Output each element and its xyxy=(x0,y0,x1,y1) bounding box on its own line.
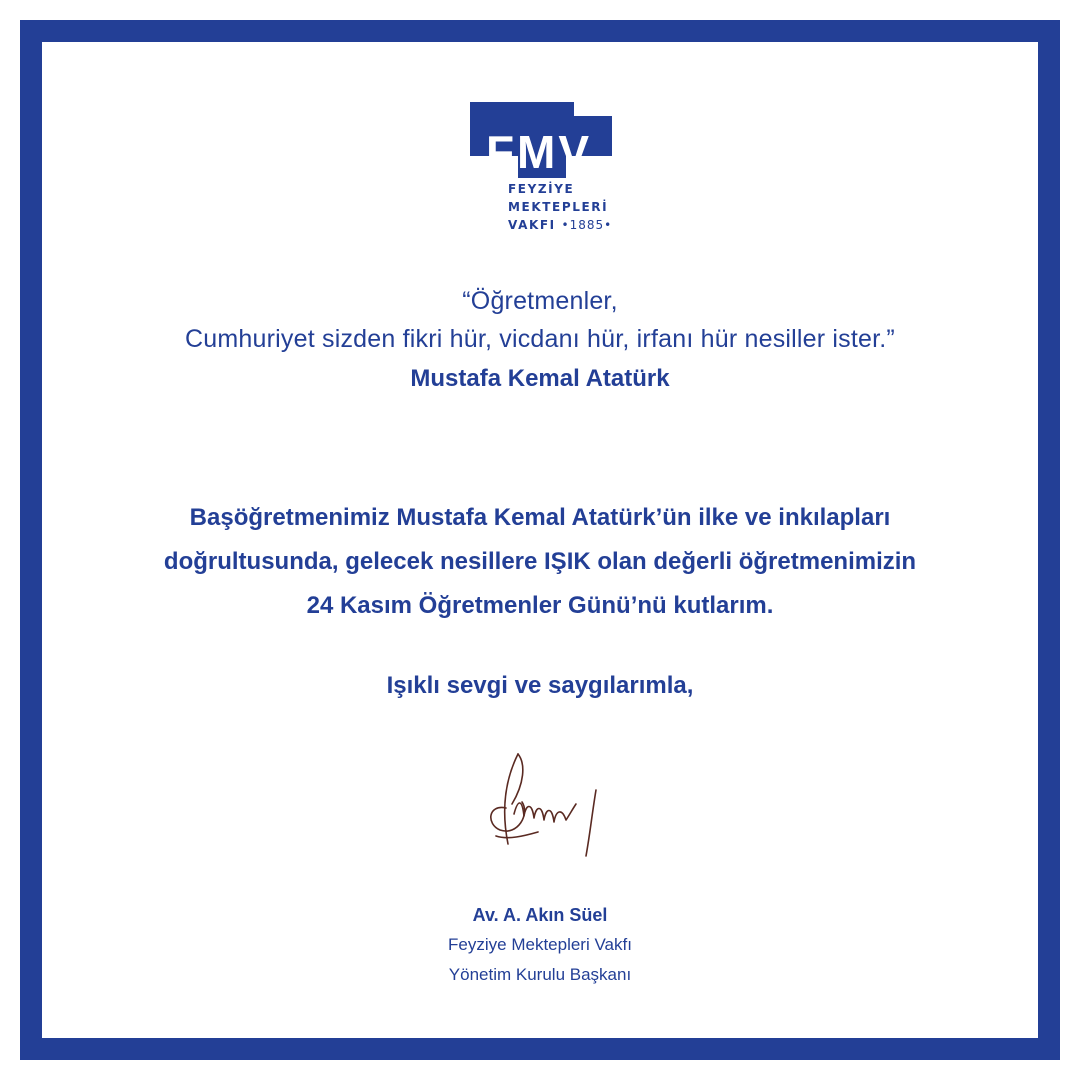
fmv-logo-mark xyxy=(470,102,612,178)
message-line-3: 24 Kasım Öğretmenler Günü’nü kutlarım. xyxy=(306,592,774,619)
quote-line-1: “Öğretmenler, xyxy=(462,287,618,315)
logo-line-3 xyxy=(508,216,628,234)
logo-line-2: MEKTEPLERİ xyxy=(508,200,609,214)
logo-letters: FMV xyxy=(485,126,593,178)
signatory-name: Av. A. Akın Süel xyxy=(472,905,608,925)
logo-line-3-text: VAKFI xyxy=(508,218,556,232)
quote-author: Mustafa Kemal Atatürk xyxy=(410,365,670,392)
logo-line-1: FEYZİYE xyxy=(508,182,575,196)
message-line-1: Başöğretmenimiz Mustafa Kemal Atatürk’ün ilke ve inkılapları xyxy=(189,504,891,531)
signature-image xyxy=(478,744,618,864)
signatory-title: Yönetim Kurulu Başkanı xyxy=(448,965,632,984)
logo-year: •1885• xyxy=(561,218,613,232)
page-border xyxy=(20,20,1060,1060)
signatory xyxy=(20,900,1060,990)
logo-wordmark xyxy=(508,180,628,234)
fmv-logo xyxy=(470,102,613,232)
ataturk-quote xyxy=(20,282,1060,398)
closing-line: Işıklı sevgi ve saygılarımla, xyxy=(386,672,694,699)
quote-line-2: Cumhuriyet sizden fikri hür, vicdanı hür, irfanı hür nesiller ister.” xyxy=(185,325,895,353)
message-line-2: doğrultusunda, gelecek nesillere IŞIK olan değerli öğretmenimizin xyxy=(163,548,917,575)
greeting-message xyxy=(20,496,1060,628)
signatory-organization: Feyziye Mektepleri Vakfı xyxy=(448,935,632,954)
